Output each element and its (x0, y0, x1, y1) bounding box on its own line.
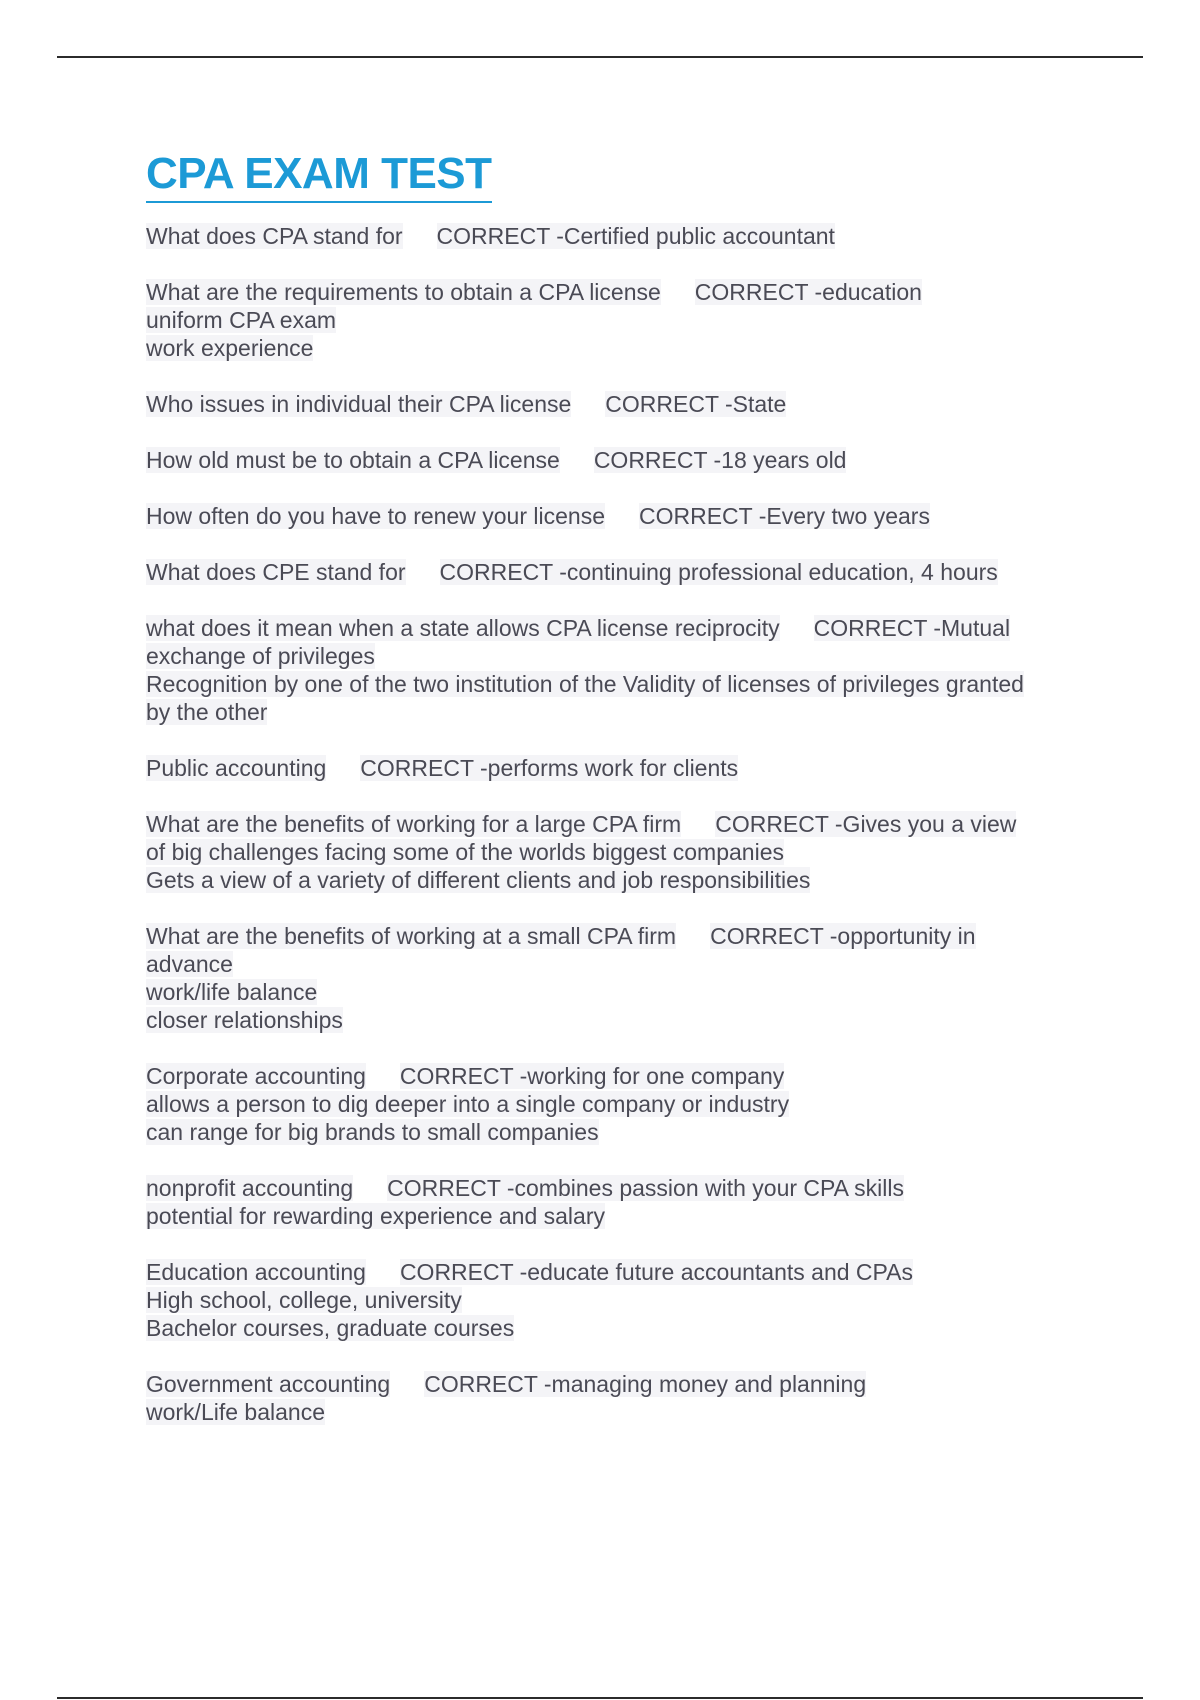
answer-continuation-text: exchange of privileges (146, 643, 375, 669)
question-text: Education accounting (146, 1259, 366, 1285)
answer-text: CORRECT -working for one company (399, 1063, 785, 1089)
answer-continuation-line (146, 306, 1086, 334)
question-text: what does it mean when a state allows CPA license reciprocity (146, 615, 780, 641)
answer-text: CORRECT -continuing professional education, 4 hours (439, 559, 998, 585)
answer-continuation-text: by the other (146, 699, 268, 725)
answer-continuation-line (146, 670, 1086, 698)
question-text: What does CPA stand for (146, 223, 403, 249)
answer-continuation-text: advance (146, 951, 233, 977)
answer-continuation-line (146, 978, 1086, 1006)
answer-continuation-text: Gets a view of a variety of different clients and job responsibilities (146, 867, 811, 893)
answer-continuation-line (146, 1202, 1086, 1230)
qa-first-line (146, 1174, 1086, 1202)
answer-continuation-text: work experience (146, 335, 314, 361)
qa-first-line (146, 1258, 1086, 1286)
question-text: How old must be to obtain a CPA license (146, 447, 560, 473)
answer-text: CORRECT -Certified public accountant (436, 223, 835, 249)
answer-continuation-text: can range for big brands to small companies (146, 1119, 599, 1145)
answer-continuation-text: closer relationships (146, 1007, 343, 1033)
answer-continuation-text: work/Life balance (146, 1399, 325, 1425)
qa-item (146, 278, 1086, 362)
answer-continuation-line (146, 866, 1086, 894)
answer-continuation-text: Bachelor courses, graduate courses (146, 1315, 515, 1341)
qa-list (146, 222, 1086, 1426)
question-text: Government accounting (146, 1371, 391, 1397)
answer-continuation-text: Recognition by one of the two institution of the Validity of licenses of privileges granted (146, 671, 1024, 697)
answer-continuation-line (146, 1090, 1086, 1118)
answer-continuation-line (146, 1398, 1086, 1426)
qa-first-line (146, 446, 1086, 474)
answer-text: CORRECT -Mutual (813, 615, 1011, 641)
qa-first-line (146, 754, 1086, 782)
question-text: What are the benefits of working at a small CPA firm (146, 923, 677, 949)
answer-continuation-line (146, 1314, 1086, 1342)
question-text: Corporate accounting (146, 1063, 366, 1089)
answer-text: CORRECT -education (694, 279, 922, 305)
answer-continuation-line (146, 1006, 1086, 1034)
question-text: What are the requirements to obtain a CPA license (146, 279, 661, 305)
qa-item (146, 922, 1086, 1034)
answer-text: CORRECT -performs work for clients (360, 755, 739, 781)
qa-item (146, 446, 1086, 474)
answer-continuation-line (146, 1286, 1086, 1314)
qa-item (146, 1258, 1086, 1342)
qa-item (146, 390, 1086, 418)
answer-continuation-line (146, 1118, 1086, 1146)
answer-continuation-text: uniform CPA exam (146, 307, 337, 333)
answer-continuation-text: potential for rewarding experience and salary (146, 1203, 605, 1229)
answer-text: CORRECT -18 years old (593, 447, 847, 473)
qa-item (146, 754, 1086, 782)
bottom-rule (57, 1697, 1143, 1699)
qa-item (146, 810, 1086, 894)
qa-item (146, 1062, 1086, 1146)
answer-text: CORRECT -opportunity in (710, 923, 976, 949)
question-text: What does CPE stand for (146, 559, 406, 585)
answer-continuation-text: work/life balance (146, 979, 318, 1005)
qa-first-line (146, 810, 1086, 838)
qa-first-line (146, 922, 1086, 950)
top-rule (57, 56, 1143, 58)
answer-continuation-line (146, 698, 1086, 726)
question-text: What are the benefits of working for a large CPA firm (146, 811, 682, 837)
qa-item (146, 614, 1086, 726)
question-text: How often do you have to renew your license (146, 503, 605, 529)
document-body (146, 148, 1086, 1454)
answer-continuation-line (146, 838, 1086, 866)
qa-item (146, 558, 1086, 586)
answer-continuation-line (146, 950, 1086, 978)
answer-continuation-text: High school, college, university (146, 1287, 462, 1313)
qa-first-line (146, 614, 1086, 642)
answer-text: CORRECT -Gives you a view (715, 811, 1017, 837)
answer-text: CORRECT -State (605, 391, 787, 417)
answer-continuation-line (146, 642, 1086, 670)
answer-continuation-text: allows a person to dig deeper into a single company or industry (146, 1091, 790, 1117)
question-text: nonprofit accounting (146, 1175, 354, 1201)
qa-first-line (146, 390, 1086, 418)
qa-item (146, 502, 1086, 530)
answer-continuation-text: of big challenges facing some of the worlds biggest companies (146, 839, 784, 865)
question-text: Who issues in individual their CPA license (146, 391, 572, 417)
qa-first-line (146, 222, 1086, 250)
qa-first-line (146, 1370, 1086, 1398)
answer-text: CORRECT -managing money and planning (424, 1371, 867, 1397)
qa-first-line (146, 1062, 1086, 1090)
qa-item (146, 1370, 1086, 1426)
document-title: CPA EXAM TEST (146, 148, 492, 203)
qa-item (146, 222, 1086, 250)
answer-continuation-line (146, 334, 1086, 362)
qa-item (146, 1174, 1086, 1230)
answer-text: CORRECT -Every two years (639, 503, 930, 529)
qa-first-line (146, 558, 1086, 586)
qa-first-line (146, 502, 1086, 530)
answer-text: CORRECT -educate future accountants and CPAs (399, 1259, 914, 1285)
answer-text: CORRECT -combines passion with your CPA skills (387, 1175, 904, 1201)
qa-first-line (146, 278, 1086, 306)
question-text: Public accounting (146, 755, 327, 781)
